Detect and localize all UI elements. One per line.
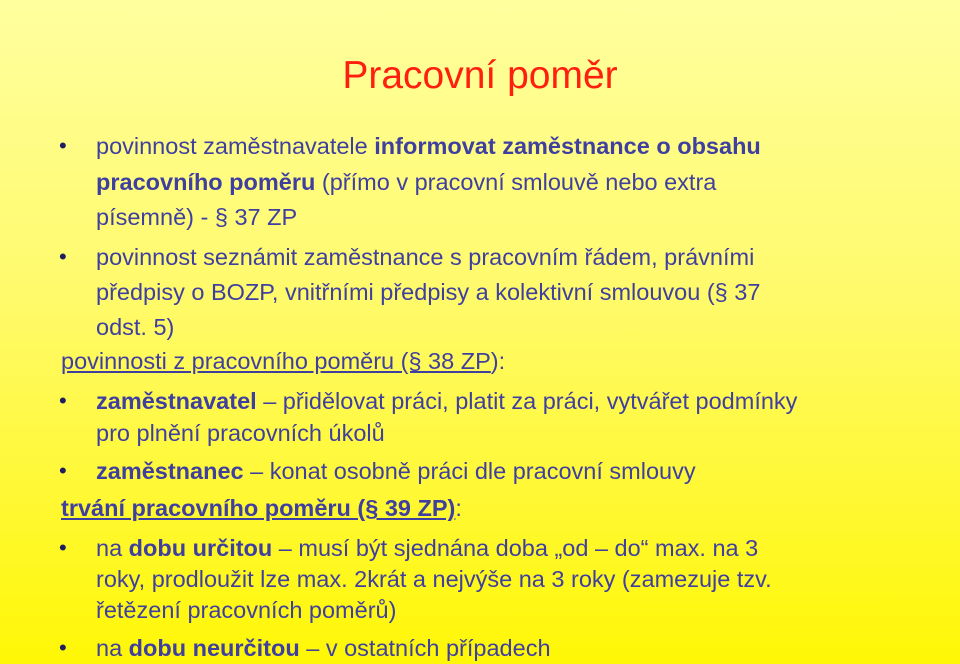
bullet-employer-line-1: zaměstnavatel – přidělovat práci, platit za práci, vytvářet podmínky	[96, 388, 798, 414]
bullet-marker: •	[59, 244, 67, 269]
bullet-employee: zaměstnanec – konat osobně práci dle pracovní smlouvy	[96, 458, 696, 484]
bullet-2-line-3: odst. 5)	[96, 314, 175, 340]
duties-heading: povinnosti z pracovního poměru (§ 38 ZP):	[61, 348, 506, 374]
slide-title: Pracovní poměr	[342, 54, 618, 97]
bullet-2-line-1: povinnost seznámit zaměstnance s pracovním řádem, právními	[96, 244, 755, 270]
bullet-fixed-term-line-1: na dobu určitou – musí být sjednána doba „od – do“ max. na 3	[96, 535, 759, 561]
bullet-indefinite: na dobu neurčitou – v ostatních případech	[96, 635, 551, 661]
bullet-marker: •	[59, 133, 67, 158]
bullet-marker: •	[59, 635, 67, 660]
bullet-marker: •	[59, 458, 67, 483]
bullet-1-line-2: pracovního poměru (přímo v pracovní smlouvě nebo extra	[96, 169, 717, 195]
bullet-2-line-2: předpisy o BOZP, vnitřními předpisy a kolektivní smlouvou (§ 37	[96, 279, 761, 305]
bullet-fixed-term-line-3: řetězení pracovních poměrů)	[96, 597, 397, 623]
bullet-employer-line-2: pro plnění pracovních úkolů	[96, 420, 385, 446]
bullet-1-line-3: písemně) - § 37 ZP	[96, 204, 298, 230]
bullet-fixed-term-line-2: roky, prodloužit lze max. 2krát a nejvýše na 3 roky (zamezuje tzv.	[96, 566, 772, 592]
bullet-marker: •	[59, 535, 67, 560]
bullet-marker: •	[59, 388, 67, 413]
bullet-1-line-1: povinnost zaměstnavatele informovat zaměstnance o obsahu	[96, 133, 761, 159]
duration-heading: trvání pracovního poměru (§ 39 ZP):	[61, 495, 462, 521]
